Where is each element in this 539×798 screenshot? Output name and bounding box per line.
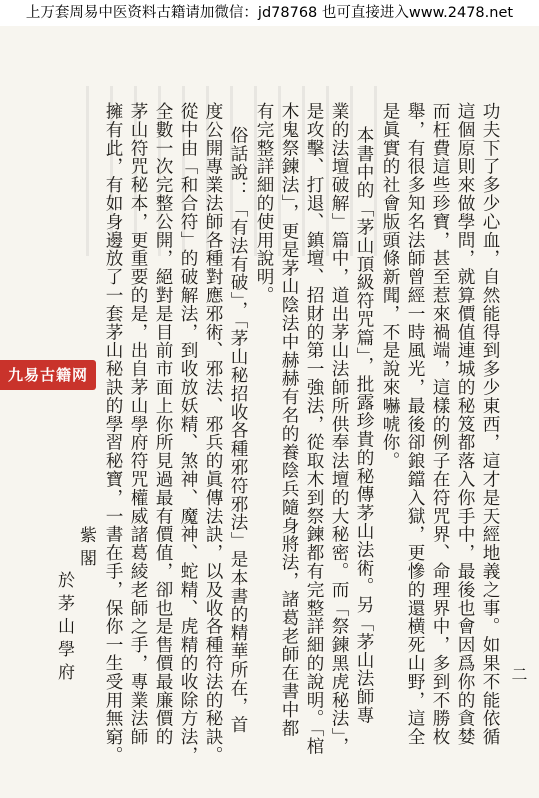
text-column: 而枉費這些珍寶，甚至惹來禍端，這樣的例子在符咒界、命理界中，多到不勝枚	[430, 102, 450, 746]
text-column: 業的法壇破解」篇中，道出茅山法師所供奉法壇的大秘密。而「祭鍊黑虎秘法」，	[329, 102, 349, 756]
text-column: 度公開專業法師各種對應邪術、邪法、邪兵的眞傳法訣，以及收各種符法的秘訣。	[203, 102, 223, 765]
text-column: 擁有此，有如身邊放了一套茅山秘訣的學習秘寶，一書在手，保你一生受用無窮。	[103, 102, 123, 765]
text-column: 這個原則來做學問，就算價值連城的秘笈都落入你手中，最後也會因爲你的貪婪	[455, 102, 475, 746]
signature-name: 紫閣	[76, 526, 96, 572]
text-column: 是攻擊、打退、鎮壇、招財的第一強法，從取木到祭鍊都有完整詳細的說明。「棺	[304, 102, 324, 756]
text-column: 有完整詳細的使用說明。	[254, 102, 274, 305]
book-page	[0, 26, 539, 798]
page-number: 二	[509, 666, 528, 682]
text-column: 是眞實的社會版頭條新聞，不是說來嚇唬你。	[380, 102, 400, 470]
text-column: 本書中的「茅山頂級符咒篇」，批露珍貴的秘傳茅山法術。另「茅山法師專	[354, 126, 374, 725]
text-column: 功夫下了多少心血，自然能得到多少東西，這才是天經地義之事。如果不能依循	[480, 102, 500, 746]
text-column: 茅山符咒秘本，更重要的是，出自茅山學府符咒權威諸葛綾老師之手，專業法師	[128, 102, 148, 746]
text-column: 全數一次完整公開，絕對是目前市面上你所見過最有價值，卻也是售價最廉價的	[153, 102, 173, 746]
text-column: 從中由「和合符」的破解法，到收放妖精、煞神、魔神、蛇精、虎精的收除方法，	[178, 102, 198, 765]
site-banner[interactable]: 上万套周易中医资料古籍请加微信：jd78768 也可直接进入www.2478.net	[0, 0, 539, 26]
text-column: 舉，有很多知名法師曾經一時風光，最後卻鋃鐺入獄，更慘的還横死山野，這全	[405, 102, 425, 746]
signature-place: 於茅山學府	[54, 571, 74, 686]
text-column: 俗話說：「有法有破」，「茅山秘招收各種邪符邪法」是本書的精華所在，首	[228, 126, 248, 734]
text-column: 木鬼祭鍊法」，更是茅山陰法中赫赫有名的養陰兵隨身將法，諸葛老師在書中都	[279, 102, 299, 738]
watermark-badge: 九易古籍网	[0, 360, 96, 390]
